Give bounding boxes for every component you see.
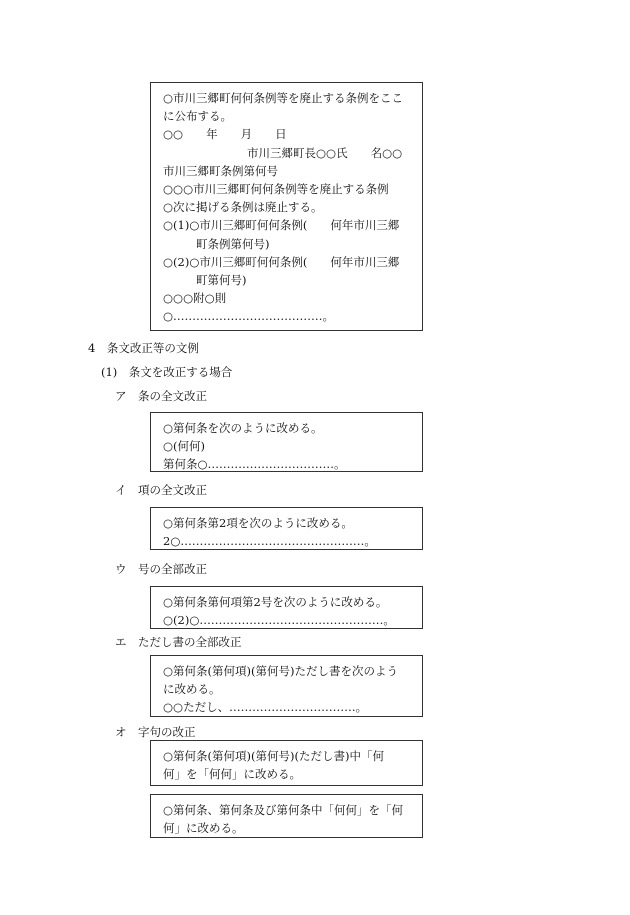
box-a-line-1: ○第何条を次のように改める。: [163, 421, 323, 435]
box-o1-line-1: ○第何条(第何項)(第何号)(ただし書)中「何: [163, 749, 384, 763]
box1-line-1: ○市川三郷町何何条例等を廃止する条例をここ: [163, 91, 404, 105]
box-i-line-1: ○第何条第2項を次のように改める。: [163, 516, 353, 530]
box-e-line-2: に改める。: [163, 682, 221, 697]
box-a: [150, 412, 423, 472]
box-u-line-1: ○第何条第何項第2号を次のように改める。: [163, 595, 388, 609]
box-o1-line-2: 何」を「何何」に改める。: [163, 767, 301, 782]
box-o2-line-1: ○第何条、第何条及び第何条中「何何」を「何: [163, 803, 404, 817]
box1-line-6: ○○○市川三郷町何何条例等を廃止する条例: [163, 182, 389, 197]
box1-line-3: ○○ 年 月 日: [163, 127, 287, 142]
box-a-line-3: 第何条○……………………………。: [163, 457, 346, 472]
box1-line-10: ○(2)○市川三郷町何何条例( 何年市川三郷: [163, 254, 400, 269]
heading-a: ア 条の全文改正: [115, 389, 207, 403]
box1-line-13: ○…………………………………。: [163, 309, 335, 324]
heading-e: エ ただし書の全部改正: [115, 635, 242, 649]
box-i: [150, 507, 423, 550]
box1-line-11: 町第何号): [196, 273, 247, 288]
box1-line-4: 市川三郷町長○○氏 名○○: [247, 145, 403, 160]
heading-o: オ 字句の改正: [115, 725, 196, 739]
box-o-1: [150, 740, 423, 786]
heading-i: イ 項の全文改正: [115, 483, 207, 497]
box-i-line-2: 2○…………………………………………。: [163, 534, 376, 549]
heading-u: ウ 号の全部改正: [115, 562, 207, 576]
box-e-line-3: ○○ただし、……………………………。: [163, 700, 368, 715]
box-o2-line-2: 何」に改める。: [163, 821, 244, 836]
box-a-line-2: ○(何何): [163, 439, 206, 454]
box-e-line-1: ○第何条(第何項)(第何号)ただし書を次のよう: [163, 664, 398, 678]
box-o-2: [150, 794, 423, 838]
box1-line-8: ○(1)○市川三郷町何何条例( 何年市川三郷: [163, 218, 400, 233]
box1-line-12: ○○○附○則: [163, 291, 227, 306]
subsection-1-heading: (1) 条文を改正する場合: [101, 365, 233, 379]
box-u: [150, 586, 423, 629]
section-4-heading: 4 条文改正等の文例: [88, 341, 199, 355]
box1-line-7: ○次に掲げる条例は廃止する。: [163, 200, 323, 215]
box-e: [150, 655, 423, 717]
repeal-ordinance-example-box: [150, 82, 423, 331]
box-u-line-2: ○(2)○…………………………………………。: [163, 613, 395, 628]
box1-line-9: 町条例第何号): [196, 236, 270, 251]
box1-line-5: 市川三郷町条例第何号: [163, 163, 278, 178]
box1-line-2: に公布する。: [163, 109, 232, 124]
